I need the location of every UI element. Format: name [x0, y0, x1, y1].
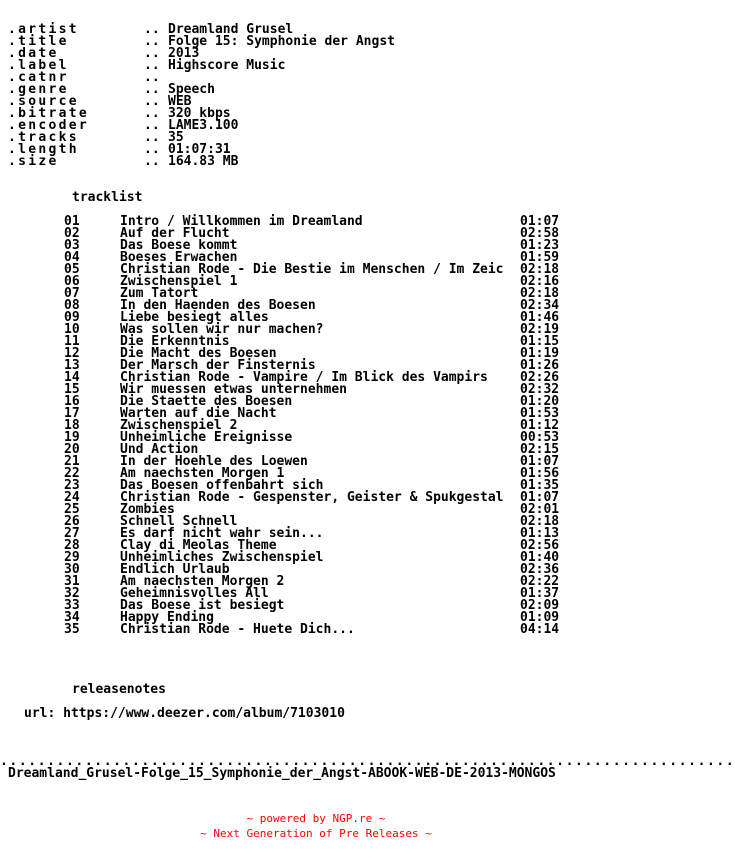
track-title: Intro / Willkommen im Dreamland	[120, 214, 363, 229]
meta-value: 2013	[168, 46, 200, 61]
meta-value: 01:07:31	[168, 142, 231, 157]
track-duration: 01:20	[520, 394, 560, 409]
track-title: Die Erkenntnis	[120, 334, 230, 349]
track-title: Schnell Schnell	[120, 514, 238, 529]
track-title: In den Haenden des Boesen	[120, 298, 316, 313]
track-title: Auf der Flucht	[120, 226, 230, 241]
track-number: 24	[64, 490, 80, 505]
track-number: 04	[64, 250, 80, 265]
meta-separator: ..	[144, 82, 160, 97]
track-number: 06	[64, 274, 80, 289]
meta-key: .title	[8, 34, 69, 49]
meta-separator: ..	[144, 58, 160, 73]
track-number: 10	[64, 322, 80, 337]
track-duration: 04:14	[520, 622, 560, 637]
track-title: Es darf nicht wahr sein...	[120, 526, 324, 541]
track-title: Warten auf die Nacht	[120, 406, 277, 421]
meta-separator: ..	[144, 142, 160, 157]
track-duration: 02:16	[520, 274, 560, 289]
track-title: Das Boese ist besiegt	[120, 598, 285, 613]
track-duration: 02:22	[520, 574, 560, 589]
track-duration: 02:18	[520, 286, 560, 301]
track-number: 32	[64, 586, 80, 601]
track-duration: 00:53	[520, 430, 560, 445]
meta-key: .artist	[8, 22, 79, 37]
track-title: Geheimnisvolles All	[120, 586, 269, 601]
meta-key: .genre	[8, 82, 69, 97]
release-name: Dreamland_Grusel-Folge_15_Symphonie_der_Angst-ABOOK-WEB-DE-2013-MONGOS	[8, 766, 556, 781]
track-title: Der Marsch der Finsternis	[120, 358, 316, 373]
track-number: 13	[64, 358, 80, 373]
track-duration: 02:56	[520, 538, 560, 553]
meta-value: Dreamland Grusel	[168, 22, 294, 37]
meta-separator: ..	[144, 46, 160, 61]
track-title: Am naechsten Morgen 1	[120, 466, 285, 481]
track-title: Happy Ending	[120, 610, 214, 625]
track-duration: 01:19	[520, 346, 560, 361]
meta-value: Speech	[168, 82, 215, 97]
track-title: Christian Rode - Vampire / Im Blick des Vampirs	[120, 370, 488, 385]
divider-dots: ..............................................................................	[0, 754, 735, 769]
meta-key: .length	[8, 142, 79, 157]
meta-separator: ..	[144, 22, 160, 37]
track-number: 35	[64, 622, 80, 637]
track-number: 16	[64, 394, 80, 409]
meta-value: Folge 15: Symphonie der Angst	[168, 34, 395, 49]
track-duration: 01:15	[520, 334, 560, 349]
track-duration: 02:18	[520, 262, 560, 277]
track-duration: 01:35	[520, 478, 560, 493]
track-title: Das Boese kommt	[120, 238, 238, 253]
track-number: 14	[64, 370, 80, 385]
meta-key: .tracks	[8, 130, 79, 145]
footer-tagline: ~ Next Generation of Pre Releases ~	[200, 827, 432, 840]
track-duration: 01:56	[520, 466, 560, 481]
track-title: Christian Rode - Die Bestie im Menschen / Im Zeic	[120, 262, 504, 277]
track-duration: 02:58	[520, 226, 560, 241]
track-title: Boeses Erwachen	[120, 250, 238, 265]
track-number: 28	[64, 538, 80, 553]
track-title: Zombies	[120, 502, 175, 517]
track-number: 34	[64, 610, 80, 625]
track-duration: 02:19	[520, 322, 560, 337]
track-duration: 01:07	[520, 490, 560, 505]
track-number: 03	[64, 238, 80, 253]
track-duration: 01:07	[520, 454, 560, 469]
track-title: Was sollen wir nur machen?	[120, 322, 324, 337]
track-duration: 02:34	[520, 298, 560, 313]
track-number: 21	[64, 454, 80, 469]
track-duration: 01:26	[520, 358, 560, 373]
track-title: Clay di Meolas Theme	[120, 538, 277, 553]
track-title: Das Boesen offenbahrt sich	[120, 478, 324, 493]
meta-key: .catnr	[8, 70, 69, 85]
track-duration: 02:09	[520, 598, 560, 613]
track-title: Christian Rode - Huete Dich...	[120, 622, 355, 637]
track-number: 07	[64, 286, 80, 301]
track-duration: 01:07	[520, 214, 560, 229]
track-duration: 02:26	[520, 370, 560, 385]
meta-key: .encoder	[8, 118, 90, 133]
track-title: In der Hoehle des Loewen	[120, 454, 308, 469]
track-number: 23	[64, 478, 80, 493]
meta-key: .label	[8, 58, 69, 73]
track-title: Und Action	[120, 442, 199, 457]
track-number: 02	[64, 226, 80, 241]
tracklist-heading: tracklist	[72, 190, 143, 205]
meta-value: 320 kbps	[168, 106, 231, 121]
track-title: Zum Tatort	[120, 286, 199, 301]
track-title: Wir muessen etwas unternehmen	[120, 382, 347, 397]
meta-separator: ..	[144, 94, 160, 109]
meta-value: LAME3.100	[168, 118, 239, 133]
track-duration: 02:32	[520, 382, 560, 397]
track-number: 31	[64, 574, 80, 589]
track-title: Zwischenspiel 2	[120, 418, 238, 433]
track-number: 30	[64, 562, 80, 577]
track-number: 22	[64, 466, 80, 481]
track-duration: 01:09	[520, 610, 560, 625]
meta-separator: ..	[144, 130, 160, 145]
track-title: Unheimliche Ereignisse	[120, 430, 293, 445]
track-number: 26	[64, 514, 80, 529]
track-duration: 01:12	[520, 418, 560, 433]
track-duration: 01:59	[520, 250, 560, 265]
meta-value: 35	[168, 130, 184, 145]
track-number: 15	[64, 382, 80, 397]
meta-key: .source	[8, 94, 79, 109]
track-duration: 01:46	[520, 310, 560, 325]
meta-separator: ..	[144, 34, 160, 49]
release-url: url: https://www.deezer.com/album/7103010	[24, 706, 345, 721]
track-number: 19	[64, 430, 80, 445]
track-number: 17	[64, 406, 80, 421]
track-title: Liebe besiegt alles	[120, 310, 269, 325]
track-number: 05	[64, 262, 80, 277]
meta-value: Highscore Music	[168, 58, 286, 73]
track-title: Die Staette des Boesen	[120, 394, 293, 409]
track-number: 25	[64, 502, 80, 517]
meta-value: WEB	[168, 94, 192, 109]
track-number: 12	[64, 346, 80, 361]
track-duration: 01:37	[520, 586, 560, 601]
footer-powered-by: ~ powered by NGP.re ~	[246, 812, 386, 825]
track-duration: 01:13	[520, 526, 560, 541]
meta-separator: ..	[144, 154, 160, 169]
track-number: 20	[64, 442, 80, 457]
track-title: Am naechsten Morgen 2	[120, 574, 285, 589]
track-title: Unheimliches Zwischenspiel	[120, 550, 324, 565]
meta-value: 164.83 MB	[168, 154, 239, 169]
track-number: 08	[64, 298, 80, 313]
track-number: 29	[64, 550, 80, 565]
meta-separator: ..	[144, 70, 160, 85]
meta-separator: ..	[144, 106, 160, 121]
track-duration: 02:36	[520, 562, 560, 577]
track-duration: 01:40	[520, 550, 560, 565]
track-title: Endlich Urlaub	[120, 562, 230, 577]
meta-key: .bitrate	[8, 106, 90, 121]
track-number: 09	[64, 310, 80, 325]
track-duration: 01:23	[520, 238, 560, 253]
track-number: 27	[64, 526, 80, 541]
releasenotes-heading: releasenotes	[72, 682, 166, 697]
track-number: 11	[64, 334, 80, 349]
track-title: Zwischenspiel 1	[120, 274, 238, 289]
meta-key: .date	[8, 46, 59, 61]
meta-separator: ..	[144, 118, 160, 133]
track-duration: 01:53	[520, 406, 560, 421]
meta-key: .size	[8, 154, 59, 169]
track-number: 33	[64, 598, 80, 613]
track-duration: 02:01	[520, 502, 560, 517]
track-number: 01	[64, 214, 80, 229]
track-title: Christian Rode - Gespenster, Geister & Spukgestal	[120, 490, 504, 505]
track-duration: 02:15	[520, 442, 560, 457]
track-duration: 02:18	[520, 514, 560, 529]
track-number: 18	[64, 418, 80, 433]
track-title: Die Macht des Boesen	[120, 346, 277, 361]
